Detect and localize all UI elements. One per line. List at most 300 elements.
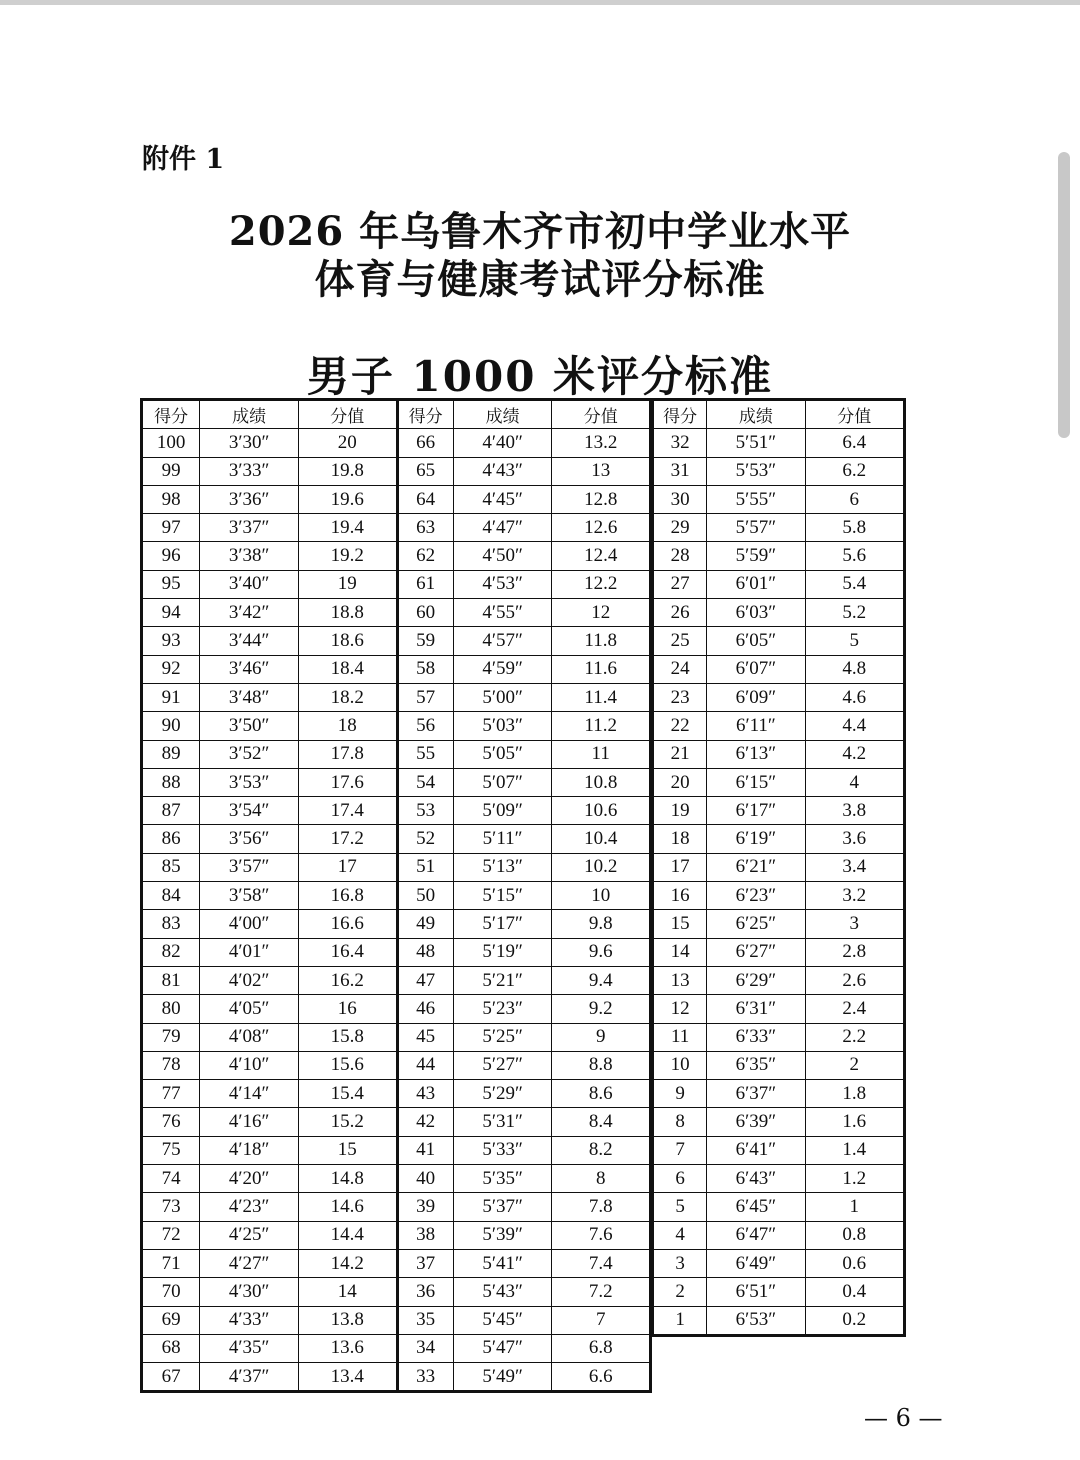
score-cell: 40 (397, 1165, 453, 1193)
table-row (142, 514, 651, 542)
score-cell: 80 (142, 995, 200, 1023)
table-row (653, 1080, 905, 1108)
points-cell: 17.8 (298, 740, 397, 768)
score-cell: 42 (397, 1108, 453, 1136)
score-cell: 93 (142, 627, 200, 655)
result-cell: 6′33″ (707, 1023, 805, 1051)
points-cell: 16.6 (298, 910, 397, 938)
points-cell: 19.4 (298, 514, 397, 542)
points-cell: 16.8 (298, 882, 397, 910)
result-cell: 4′05″ (200, 995, 299, 1023)
result-cell: 6′39″ (707, 1108, 805, 1136)
result-cell: 5′07″ (453, 768, 552, 796)
table-row (653, 429, 905, 457)
score-cell: 90 (142, 712, 200, 740)
result-cell: 3′38″ (200, 542, 299, 570)
score-cell: 14 (653, 938, 707, 966)
points-cell: 4.2 (805, 740, 904, 768)
score-cell: 96 (142, 542, 200, 570)
points-cell: 9.4 (552, 966, 651, 994)
points-cell: 7.8 (552, 1193, 651, 1221)
score-cell: 27 (653, 570, 707, 598)
score-cell: 23 (653, 683, 707, 711)
table-row (142, 485, 651, 513)
result-cell: 6′03″ (707, 599, 805, 627)
score-cell: 17 (653, 853, 707, 881)
points-cell: 3.6 (805, 825, 904, 853)
points-cell: 7.4 (552, 1249, 651, 1277)
score-cell: 87 (142, 797, 200, 825)
score-cell: 86 (142, 825, 200, 853)
result-cell: 5′35″ (453, 1165, 552, 1193)
points-cell: 10.2 (552, 853, 651, 881)
points-cell: 15 (298, 1136, 397, 1164)
result-cell: 4′27″ (200, 1249, 299, 1277)
result-cell: 6′27″ (707, 938, 805, 966)
result-cell: 5′00″ (453, 683, 552, 711)
score-cell: 70 (142, 1278, 200, 1306)
table-row (142, 627, 651, 655)
result-cell: 4′45″ (453, 485, 552, 513)
table-row (653, 712, 905, 740)
table-row (142, 1363, 651, 1392)
score-cell: 6 (653, 1165, 707, 1193)
points-cell: 14.8 (298, 1165, 397, 1193)
score-cell: 37 (397, 1249, 453, 1277)
result-cell: 3′42″ (200, 599, 299, 627)
result-cell: 4′53″ (453, 570, 552, 598)
table-row (653, 1249, 905, 1277)
result-cell: 3′37″ (200, 514, 299, 542)
table-row (142, 1334, 651, 1362)
result-cell: 5′37″ (453, 1193, 552, 1221)
score-cell: 78 (142, 1051, 200, 1079)
table-row (653, 599, 905, 627)
score-cell: 39 (397, 1193, 453, 1221)
table-row (142, 740, 651, 768)
points-cell: 12.4 (552, 542, 651, 570)
table-row (142, 1221, 651, 1249)
points-cell: 17.2 (298, 825, 397, 853)
points-cell: 8.2 (552, 1136, 651, 1164)
points-cell: 19.6 (298, 485, 397, 513)
result-cell: 3′54″ (200, 797, 299, 825)
points-cell: 14.2 (298, 1249, 397, 1277)
points-cell: 8.6 (552, 1080, 651, 1108)
score-cell: 33 (397, 1363, 453, 1392)
table-row (142, 1108, 651, 1136)
result-cell: 4′23″ (200, 1193, 299, 1221)
points-cell: 1.4 (805, 1136, 904, 1164)
header-points: 分值 (805, 400, 904, 429)
result-cell: 6′01″ (707, 570, 805, 598)
score-cell: 20 (653, 768, 707, 796)
result-cell: 4′43″ (453, 457, 552, 485)
result-cell: 6′31″ (707, 995, 805, 1023)
result-cell: 5′43″ (453, 1278, 552, 1306)
score-table-right (651, 398, 906, 1337)
points-cell: 1.8 (805, 1080, 904, 1108)
table-row (653, 570, 905, 598)
result-cell: 5′33″ (453, 1136, 552, 1164)
score-cell: 56 (397, 712, 453, 740)
result-cell: 5′49″ (453, 1363, 552, 1392)
points-cell: 13.4 (298, 1363, 397, 1392)
result-cell: 5′31″ (453, 1108, 552, 1136)
result-cell: 3′57″ (200, 853, 299, 881)
score-cell: 8 (653, 1108, 707, 1136)
result-cell: 4′47″ (453, 514, 552, 542)
points-cell: 0.8 (805, 1221, 904, 1249)
score-cell: 75 (142, 1136, 200, 1164)
points-cell: 5.4 (805, 570, 904, 598)
result-cell: 4′18″ (200, 1136, 299, 1164)
score-cell: 72 (142, 1221, 200, 1249)
points-cell: 17 (298, 853, 397, 881)
table-row (142, 599, 651, 627)
table-row (653, 655, 905, 683)
points-cell: 16.2 (298, 966, 397, 994)
score-cell: 4 (653, 1221, 707, 1249)
points-cell: 8.8 (552, 1051, 651, 1079)
points-cell: 11.6 (552, 655, 651, 683)
table-row (653, 1023, 905, 1051)
result-cell: 6′11″ (707, 712, 805, 740)
table-row (142, 1023, 651, 1051)
points-cell: 13 (552, 457, 651, 485)
table-row (142, 797, 651, 825)
table-row (653, 1278, 905, 1306)
score-cell: 5 (653, 1193, 707, 1221)
score-cell: 91 (142, 683, 200, 711)
score-cell: 60 (397, 599, 453, 627)
result-cell: 5′55″ (707, 485, 805, 513)
points-cell: 18.2 (298, 683, 397, 711)
table-row (142, 655, 651, 683)
score-cell: 18 (653, 825, 707, 853)
header-result: 成绩 (707, 400, 805, 429)
score-cell: 52 (397, 825, 453, 853)
points-cell: 4.4 (805, 712, 904, 740)
points-cell: 19.8 (298, 457, 397, 485)
points-cell: 9.8 (552, 910, 651, 938)
points-cell: 2.2 (805, 1023, 904, 1051)
result-cell: 4′35″ (200, 1334, 299, 1362)
table-row (653, 683, 905, 711)
score-cell: 49 (397, 910, 453, 938)
points-cell: 15.6 (298, 1051, 397, 1079)
table-row (142, 1051, 651, 1079)
table-row (653, 627, 905, 655)
table-header-row (653, 400, 905, 429)
points-cell: 9 (552, 1023, 651, 1051)
result-cell: 5′13″ (453, 853, 552, 881)
result-cell: 3′56″ (200, 825, 299, 853)
result-cell: 6′51″ (707, 1278, 805, 1306)
score-cell: 55 (397, 740, 453, 768)
result-cell: 5′47″ (453, 1334, 552, 1362)
table-row (653, 768, 905, 796)
result-cell: 6′21″ (707, 853, 805, 881)
points-cell: 7.2 (552, 1278, 651, 1306)
result-cell: 5′05″ (453, 740, 552, 768)
result-cell: 5′39″ (453, 1221, 552, 1249)
table-row (653, 1193, 905, 1221)
score-cell: 15 (653, 910, 707, 938)
result-cell: 5′11″ (453, 825, 552, 853)
points-cell: 4.6 (805, 683, 904, 711)
result-cell: 5′59″ (707, 542, 805, 570)
score-cell: 35 (397, 1306, 453, 1334)
score-table-left (140, 398, 652, 1393)
result-cell: 4′08″ (200, 1023, 299, 1051)
top-edge-bar (0, 0, 1080, 5)
result-cell: 6′19″ (707, 825, 805, 853)
table-row (653, 825, 905, 853)
table-row (653, 542, 905, 570)
page-number: — 6 — (864, 1404, 943, 1432)
score-cell: 54 (397, 768, 453, 796)
points-cell: 13.6 (298, 1334, 397, 1362)
points-cell: 10 (552, 882, 651, 910)
score-cell: 88 (142, 768, 200, 796)
table-row (142, 768, 651, 796)
result-cell: 4′25″ (200, 1221, 299, 1249)
result-cell: 4′37″ (200, 1363, 299, 1392)
score-cell: 94 (142, 599, 200, 627)
score-cell: 83 (142, 910, 200, 938)
result-cell: 5′23″ (453, 995, 552, 1023)
points-cell: 10.6 (552, 797, 651, 825)
result-cell: 5′45″ (453, 1306, 552, 1334)
score-cell: 63 (397, 514, 453, 542)
points-cell: 2.6 (805, 966, 904, 994)
result-cell: 5′09″ (453, 797, 552, 825)
result-cell: 6′29″ (707, 966, 805, 994)
result-cell: 5′41″ (453, 1249, 552, 1277)
score-cell: 44 (397, 1051, 453, 1079)
result-cell: 5′19″ (453, 938, 552, 966)
result-cell: 6′35″ (707, 1051, 805, 1079)
score-cell: 29 (653, 514, 707, 542)
points-cell: 0.6 (805, 1249, 904, 1277)
points-cell: 7.6 (552, 1221, 651, 1249)
result-cell: 6′17″ (707, 797, 805, 825)
points-cell: 16.4 (298, 938, 397, 966)
result-cell: 3′50″ (200, 712, 299, 740)
table-row (142, 429, 651, 457)
score-cell: 13 (653, 966, 707, 994)
score-cell: 59 (397, 627, 453, 655)
points-cell: 18.6 (298, 627, 397, 655)
score-cell: 92 (142, 655, 200, 683)
points-cell: 17.4 (298, 797, 397, 825)
result-cell: 4′59″ (453, 655, 552, 683)
table-row (653, 966, 905, 994)
table-row (142, 1136, 651, 1164)
result-cell: 5′17″ (453, 910, 552, 938)
score-cell: 34 (397, 1334, 453, 1362)
table-row (653, 995, 905, 1023)
points-cell: 7 (552, 1306, 651, 1334)
score-cell: 82 (142, 938, 200, 966)
points-cell: 3 (805, 910, 904, 938)
header-score: 得分 (653, 400, 707, 429)
result-cell: 5′51″ (707, 429, 805, 457)
score-cell: 36 (397, 1278, 453, 1306)
score-cell: 9 (653, 1080, 707, 1108)
points-cell: 1.6 (805, 1108, 904, 1136)
table-row (653, 1306, 905, 1335)
points-cell: 5.8 (805, 514, 904, 542)
result-cell: 6′41″ (707, 1136, 805, 1164)
points-cell: 6.8 (552, 1334, 651, 1362)
header-points: 分值 (552, 400, 651, 429)
score-cell: 30 (653, 485, 707, 513)
points-cell: 20 (298, 429, 397, 457)
score-cell: 26 (653, 599, 707, 627)
result-cell: 3′40″ (200, 570, 299, 598)
result-cell: 4′20″ (200, 1165, 299, 1193)
table-row (142, 853, 651, 881)
score-cell: 58 (397, 655, 453, 683)
points-cell: 5.2 (805, 599, 904, 627)
table-row (653, 514, 905, 542)
points-cell: 15.4 (298, 1080, 397, 1108)
result-cell: 4′16″ (200, 1108, 299, 1136)
score-cell: 32 (653, 429, 707, 457)
result-cell: 6′47″ (707, 1221, 805, 1249)
result-cell: 5′03″ (453, 712, 552, 740)
score-cell: 25 (653, 627, 707, 655)
result-cell: 3′33″ (200, 457, 299, 485)
score-cell: 47 (397, 966, 453, 994)
table-row (653, 485, 905, 513)
points-cell: 19 (298, 570, 397, 598)
score-cell: 61 (397, 570, 453, 598)
points-cell: 18 (298, 712, 397, 740)
score-cell: 89 (142, 740, 200, 768)
document-title-line1: 2026 年乌鲁木齐市初中学业水平 (228, 208, 852, 255)
result-cell: 5′25″ (453, 1023, 552, 1051)
score-cell: 46 (397, 995, 453, 1023)
score-cell: 38 (397, 1221, 453, 1249)
points-cell: 2.4 (805, 995, 904, 1023)
points-cell: 11.8 (552, 627, 651, 655)
points-cell: 12.6 (552, 514, 651, 542)
table-row (653, 1051, 905, 1079)
result-cell: 5′21″ (453, 966, 552, 994)
result-cell: 4′01″ (200, 938, 299, 966)
points-cell: 12 (552, 599, 651, 627)
table-row (653, 910, 905, 938)
table-row (142, 1278, 651, 1306)
score-cell: 74 (142, 1165, 200, 1193)
points-cell: 5 (805, 627, 904, 655)
points-cell: 18.8 (298, 599, 397, 627)
points-cell: 15.2 (298, 1108, 397, 1136)
header-score: 得分 (397, 400, 453, 429)
points-cell: 16 (298, 995, 397, 1023)
points-cell: 14.4 (298, 1221, 397, 1249)
points-cell: 11.4 (552, 683, 651, 711)
result-cell: 3′30″ (200, 429, 299, 457)
table-row (653, 938, 905, 966)
score-cell: 65 (397, 457, 453, 485)
score-cell: 2 (653, 1278, 707, 1306)
result-cell: 5′53″ (707, 457, 805, 485)
points-cell: 14.6 (298, 1193, 397, 1221)
points-cell: 10.8 (552, 768, 651, 796)
points-cell: 12.8 (552, 485, 651, 513)
result-cell: 5′15″ (453, 882, 552, 910)
table-row (653, 1165, 905, 1193)
points-cell: 8.4 (552, 1108, 651, 1136)
score-cell: 85 (142, 853, 200, 881)
table-row (653, 457, 905, 485)
points-cell: 15.8 (298, 1023, 397, 1051)
points-cell: 5.6 (805, 542, 904, 570)
result-cell: 4′00″ (200, 910, 299, 938)
result-cell: 4′57″ (453, 627, 552, 655)
table-row (142, 570, 651, 598)
score-cell: 12 (653, 995, 707, 1023)
points-cell: 1.2 (805, 1165, 904, 1193)
points-cell: 0.4 (805, 1278, 904, 1306)
score-cell: 51 (397, 853, 453, 881)
points-cell: 2 (805, 1051, 904, 1079)
points-cell: 4 (805, 768, 904, 796)
result-cell: 5′29″ (453, 1080, 552, 1108)
score-cell: 22 (653, 712, 707, 740)
table-row (142, 683, 651, 711)
score-cell: 71 (142, 1249, 200, 1277)
points-cell: 9.2 (552, 995, 651, 1023)
score-cell: 50 (397, 882, 453, 910)
result-cell: 3′46″ (200, 655, 299, 683)
score-cell: 98 (142, 485, 200, 513)
result-cell: 3′53″ (200, 768, 299, 796)
table-row (142, 1193, 651, 1221)
score-cell: 73 (142, 1193, 200, 1221)
score-cell: 19 (653, 797, 707, 825)
score-cell: 79 (142, 1023, 200, 1051)
score-cell: 28 (653, 542, 707, 570)
result-cell: 6′49″ (707, 1249, 805, 1277)
points-cell: 0.2 (805, 1306, 904, 1335)
score-cell: 68 (142, 1334, 200, 1362)
score-cell: 64 (397, 485, 453, 513)
annex-label: 附件 1 (142, 144, 225, 175)
points-cell: 11 (552, 740, 651, 768)
points-cell: 11.2 (552, 712, 651, 740)
table-row (653, 1136, 905, 1164)
result-cell: 3′52″ (200, 740, 299, 768)
points-cell: 6.2 (805, 457, 904, 485)
score-cell: 31 (653, 457, 707, 485)
points-cell: 4.8 (805, 655, 904, 683)
result-cell: 6′09″ (707, 683, 805, 711)
score-cell: 48 (397, 938, 453, 966)
result-cell: 6′25″ (707, 910, 805, 938)
table-row (653, 740, 905, 768)
table-row (653, 1221, 905, 1249)
table-row (142, 542, 651, 570)
result-cell: 3′48″ (200, 683, 299, 711)
points-cell: 17.6 (298, 768, 397, 796)
score-cell: 69 (142, 1306, 200, 1334)
result-cell: 5′57″ (707, 514, 805, 542)
